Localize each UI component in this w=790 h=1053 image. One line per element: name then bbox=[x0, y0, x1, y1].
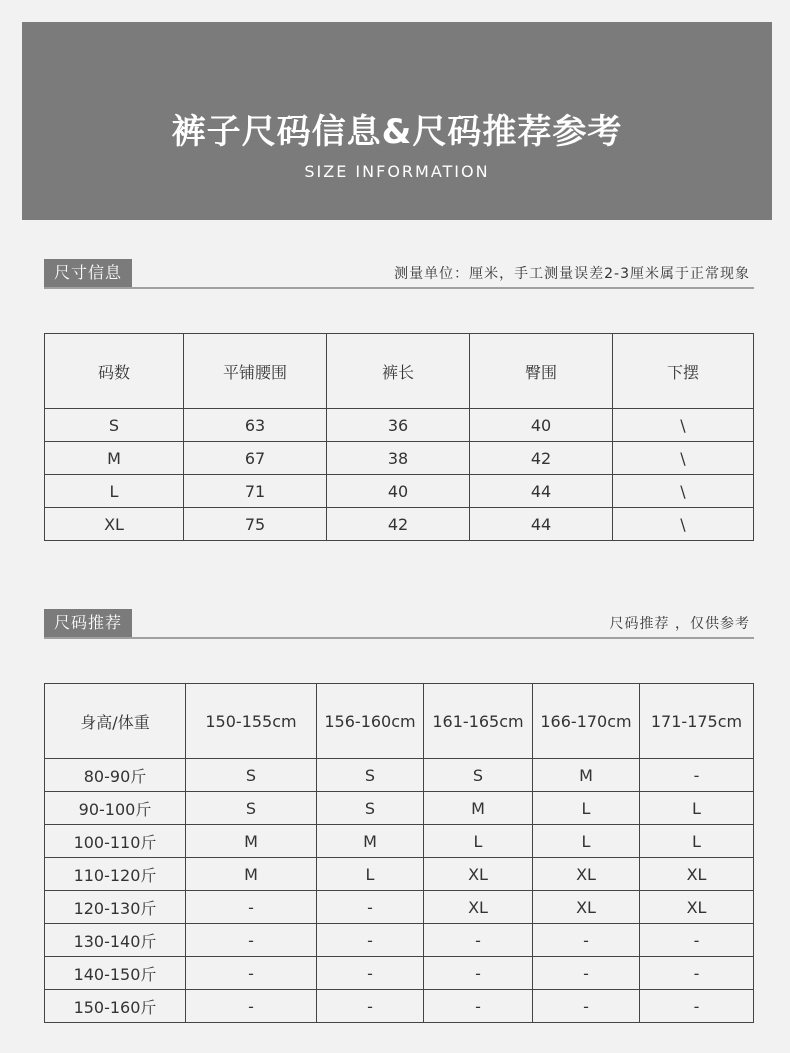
table-cell: - bbox=[317, 891, 424, 924]
size-col-header: 裤长 bbox=[327, 334, 470, 409]
table-row bbox=[45, 792, 754, 825]
size-col-header: 码数 bbox=[45, 334, 184, 409]
size-section-header bbox=[44, 259, 754, 289]
table-cell: L bbox=[533, 825, 640, 858]
table-row bbox=[45, 409, 754, 442]
table-row bbox=[45, 825, 754, 858]
table-cell: \ bbox=[613, 442, 754, 475]
table-cell: 80-90斤 bbox=[45, 759, 186, 792]
rec-col-header: 156-160cm bbox=[317, 684, 424, 759]
table-row bbox=[45, 858, 754, 891]
table-cell: XL bbox=[640, 858, 754, 891]
table-cell: 44 bbox=[470, 475, 613, 508]
table-cell: - bbox=[424, 924, 533, 957]
size-col-header: 下摆 bbox=[613, 334, 754, 409]
table-cell: 67 bbox=[184, 442, 327, 475]
table-cell: - bbox=[640, 924, 754, 957]
table-cell: 38 bbox=[327, 442, 470, 475]
table-cell: - bbox=[186, 957, 317, 990]
size-table bbox=[44, 333, 754, 541]
table-row bbox=[45, 442, 754, 475]
table-cell: XL bbox=[45, 508, 184, 541]
table-cell: XL bbox=[424, 858, 533, 891]
table-cell: M bbox=[186, 858, 317, 891]
table-row bbox=[45, 957, 754, 990]
table-cell: S bbox=[317, 759, 424, 792]
table-cell: - bbox=[186, 990, 317, 1023]
table-cell: 36 bbox=[327, 409, 470, 442]
table-cell: - bbox=[186, 891, 317, 924]
size-table-header-row bbox=[45, 334, 754, 409]
table-row bbox=[45, 990, 754, 1023]
table-cell: 140-150斤 bbox=[45, 957, 186, 990]
table-cell: - bbox=[317, 957, 424, 990]
rec-table-header-row bbox=[45, 684, 754, 759]
table-row bbox=[45, 759, 754, 792]
table-cell: L bbox=[533, 792, 640, 825]
table-cell: 120-130斤 bbox=[45, 891, 186, 924]
rec-col-header: 166-170cm bbox=[533, 684, 640, 759]
table-cell: L bbox=[424, 825, 533, 858]
table-cell: 42 bbox=[327, 508, 470, 541]
table-cell: 100-110斤 bbox=[45, 825, 186, 858]
table-row bbox=[45, 924, 754, 957]
size-section-note: 测量单位：厘米，手工测量误差2-3厘米属于正常现象 bbox=[394, 266, 750, 282]
table-cell: - bbox=[533, 924, 640, 957]
page-title: 裤子尺码信息&尺码推荐参考 bbox=[171, 112, 623, 152]
table-cell: \ bbox=[613, 508, 754, 541]
rec-col-header: 161-165cm bbox=[424, 684, 533, 759]
table-cell: L bbox=[640, 825, 754, 858]
table-cell: - bbox=[317, 990, 424, 1023]
table-cell: - bbox=[640, 957, 754, 990]
table-cell: \ bbox=[613, 409, 754, 442]
table-cell: 40 bbox=[327, 475, 470, 508]
table-cell: - bbox=[424, 957, 533, 990]
table-cell: - bbox=[424, 990, 533, 1023]
rec-col-header: 150-155cm bbox=[186, 684, 317, 759]
table-cell: - bbox=[640, 990, 754, 1023]
table-cell: XL bbox=[424, 891, 533, 924]
table-cell: 90-100斤 bbox=[45, 792, 186, 825]
table-cell: 44 bbox=[470, 508, 613, 541]
table-cell: M bbox=[317, 825, 424, 858]
size-section-rule bbox=[44, 287, 754, 289]
page-subtitle: SIZE INFORMATION bbox=[304, 162, 490, 181]
rec-section-tag: 尺码推荐 bbox=[44, 609, 132, 637]
table-cell: L bbox=[317, 858, 424, 891]
table-cell: S bbox=[186, 759, 317, 792]
table-row bbox=[45, 508, 754, 541]
rec-col-header: 身高/体重 bbox=[45, 684, 186, 759]
table-cell: M bbox=[45, 442, 184, 475]
table-cell: - bbox=[533, 957, 640, 990]
table-cell: M bbox=[424, 792, 533, 825]
table-row bbox=[45, 475, 754, 508]
table-cell: 40 bbox=[470, 409, 613, 442]
table-cell: \ bbox=[613, 475, 754, 508]
table-cell: 130-140斤 bbox=[45, 924, 186, 957]
table-cell: S bbox=[186, 792, 317, 825]
recommendation-table bbox=[44, 683, 754, 1023]
table-cell: M bbox=[186, 825, 317, 858]
table-cell: 75 bbox=[184, 508, 327, 541]
table-cell: XL bbox=[533, 891, 640, 924]
rec-section-rule bbox=[44, 637, 754, 639]
table-cell: XL bbox=[533, 858, 640, 891]
table-cell: XL bbox=[640, 891, 754, 924]
table-cell: L bbox=[45, 475, 184, 508]
size-section-tag: 尺寸信息 bbox=[44, 259, 132, 287]
table-cell: 42 bbox=[470, 442, 613, 475]
rec-section-header bbox=[44, 609, 754, 639]
table-cell: - bbox=[317, 924, 424, 957]
table-cell: 110-120斤 bbox=[45, 858, 186, 891]
rec-col-header: 171-175cm bbox=[640, 684, 754, 759]
table-cell: 71 bbox=[184, 475, 327, 508]
table-cell: 150-160斤 bbox=[45, 990, 186, 1023]
size-col-header: 臀围 bbox=[470, 334, 613, 409]
table-cell: 63 bbox=[184, 409, 327, 442]
table-cell: S bbox=[317, 792, 424, 825]
table-row bbox=[45, 891, 754, 924]
table-cell: S bbox=[45, 409, 184, 442]
rec-section-note: 尺码推荐 ，仅供参考 bbox=[609, 616, 750, 632]
header-banner bbox=[22, 22, 772, 220]
table-cell: - bbox=[186, 924, 317, 957]
table-cell: M bbox=[533, 759, 640, 792]
table-cell: - bbox=[533, 990, 640, 1023]
size-col-header: 平铺腰围 bbox=[184, 334, 327, 409]
table-cell: S bbox=[424, 759, 533, 792]
table-cell: - bbox=[640, 759, 754, 792]
table-cell: L bbox=[640, 792, 754, 825]
